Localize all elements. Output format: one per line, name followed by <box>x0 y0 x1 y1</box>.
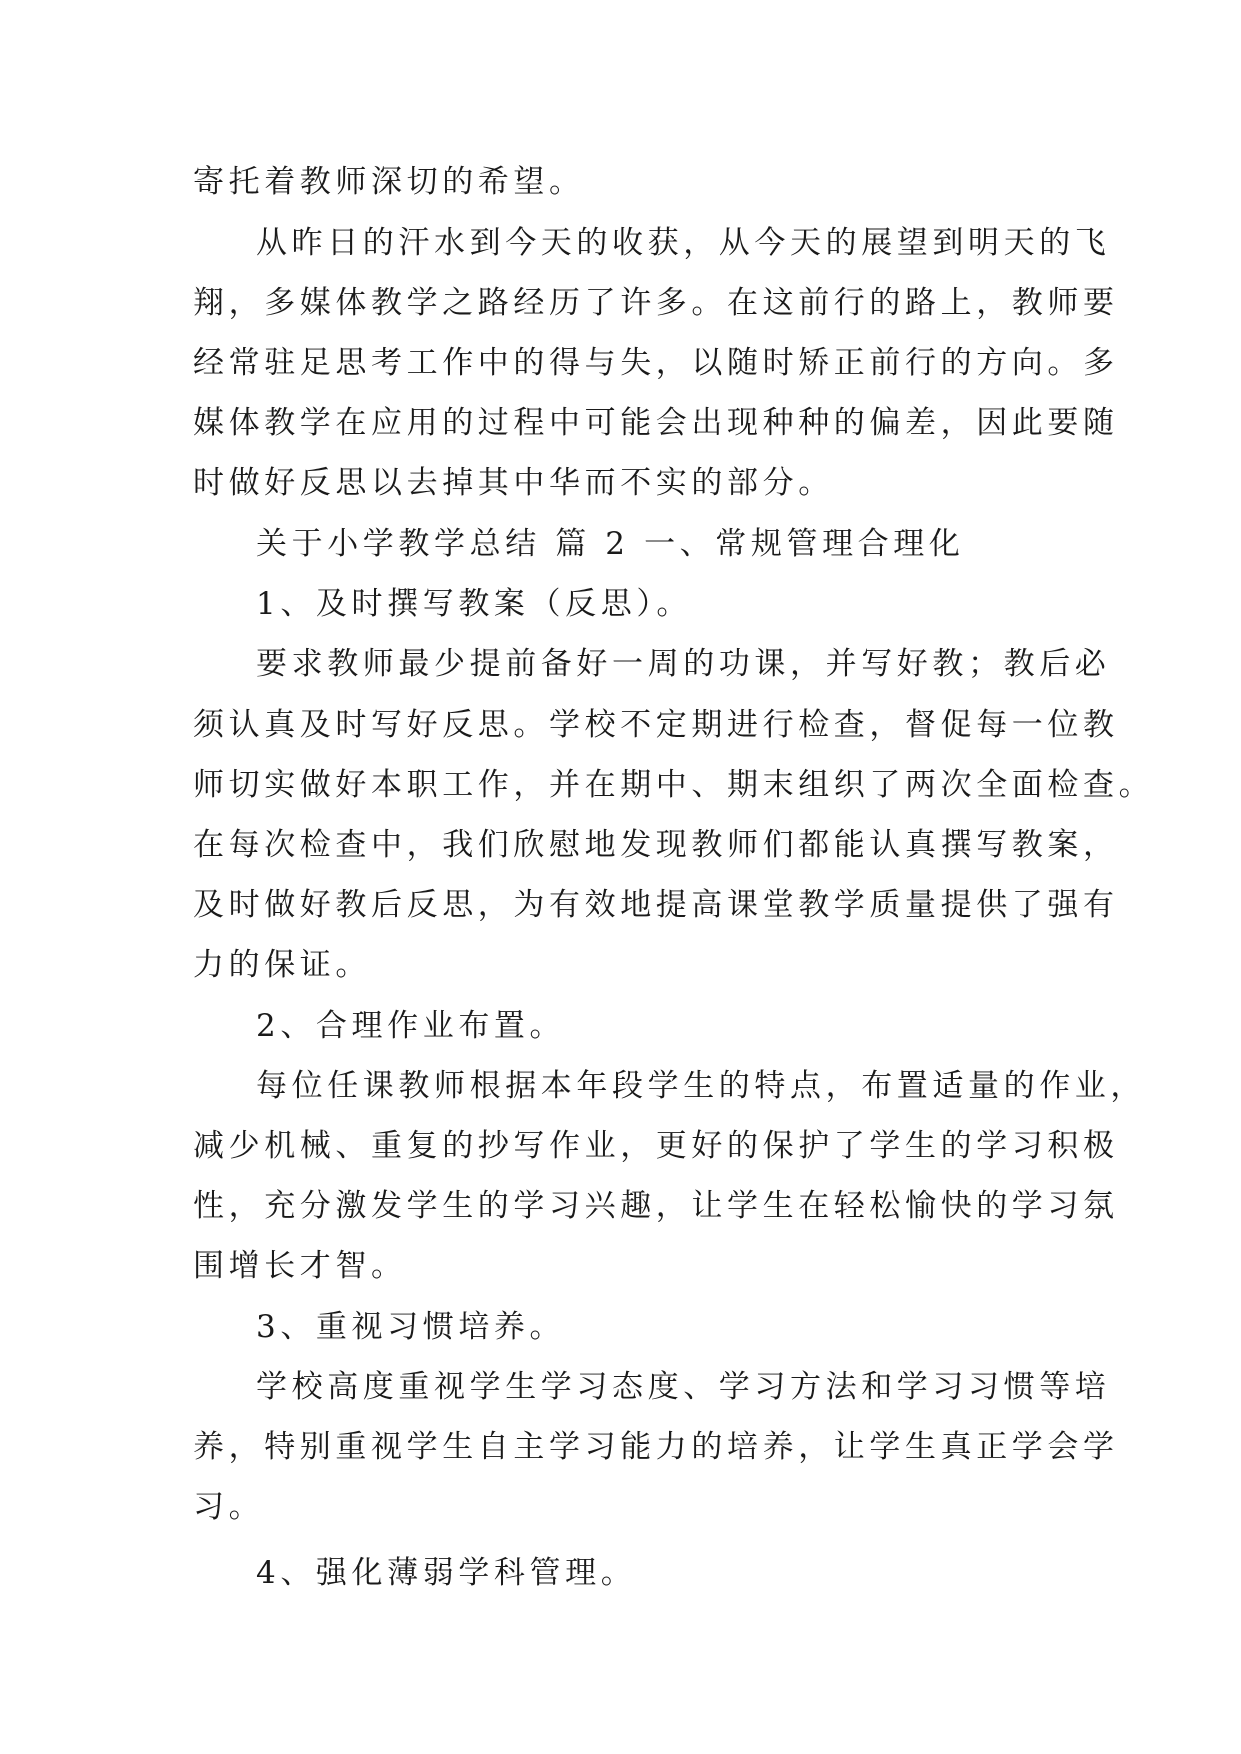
paragraph-start-line: 学校高度重视学生学习态度、学习方法和学习习惯等培 <box>256 1369 1111 1405</box>
text-line: 在每次检查中，我们欣慰地发现教师们都能认真撰写教案， <box>193 827 1119 863</box>
text-line: 及时做好教后反思，为有效地提高课堂教学质量提供了强有 <box>193 887 1119 923</box>
paragraph-start-line: 要求教师最少提前备好一周的功课，并写好教；教后必 <box>256 646 1111 682</box>
numbered-heading: 2、合理作业布置。 <box>256 1008 566 1044</box>
numbered-heading: 4、强化薄弱学科管理。 <box>256 1555 637 1591</box>
section-heading-line: 关于小学教学总结 篇 2 一、常规管理合理化 <box>256 526 965 562</box>
text-line: 力的保证。 <box>193 947 371 983</box>
numbered-heading: 3、重视习惯培养。 <box>256 1309 566 1345</box>
paragraph-start-line: 每位任课教师根据本年段学生的特点，布置适量的作业， <box>256 1068 1146 1104</box>
text-line: 习。 <box>193 1489 265 1525</box>
paragraph-start-line: 从昨日的汗水到今天的收获，从今天的展望到明天的飞 <box>256 225 1111 261</box>
text-line: 时做好反思以去掉其中华而不实的部分。 <box>193 465 834 501</box>
numbered-heading: 1、及时撰写教案（反思）。 <box>256 586 693 622</box>
text-line: 养，特别重视学生自主学习能力的培养，让学生真正学会学 <box>193 1429 1119 1465</box>
text-line: 翔，多媒体教学之路经历了许多。在这前行的路上，教师要 <box>193 285 1119 321</box>
text-line: 须认真及时写好反思。学校不定期进行检查，督促每一位教 <box>193 707 1119 743</box>
text-line: 经常驻足思考工作中的得与失，以随时矫正前行的方向。多 <box>193 345 1119 381</box>
text-line: 减少机械、重复的抄写作业，更好的保护了学生的学习积极 <box>193 1128 1119 1164</box>
text-line: 媒体教学在应用的过程中可能会出现种种的偏差，因此要随 <box>193 405 1119 441</box>
text-line: 寄托着教师深切的希望。 <box>193 164 585 200</box>
text-line: 性，充分激发学生的学习兴趣，让学生在轻松愉快的学习氛 <box>193 1188 1119 1224</box>
text-line: 师切实做好本职工作，并在期中、期末组织了两次全面检查。 <box>193 767 1155 803</box>
text-line: 围增长才智。 <box>193 1248 407 1284</box>
